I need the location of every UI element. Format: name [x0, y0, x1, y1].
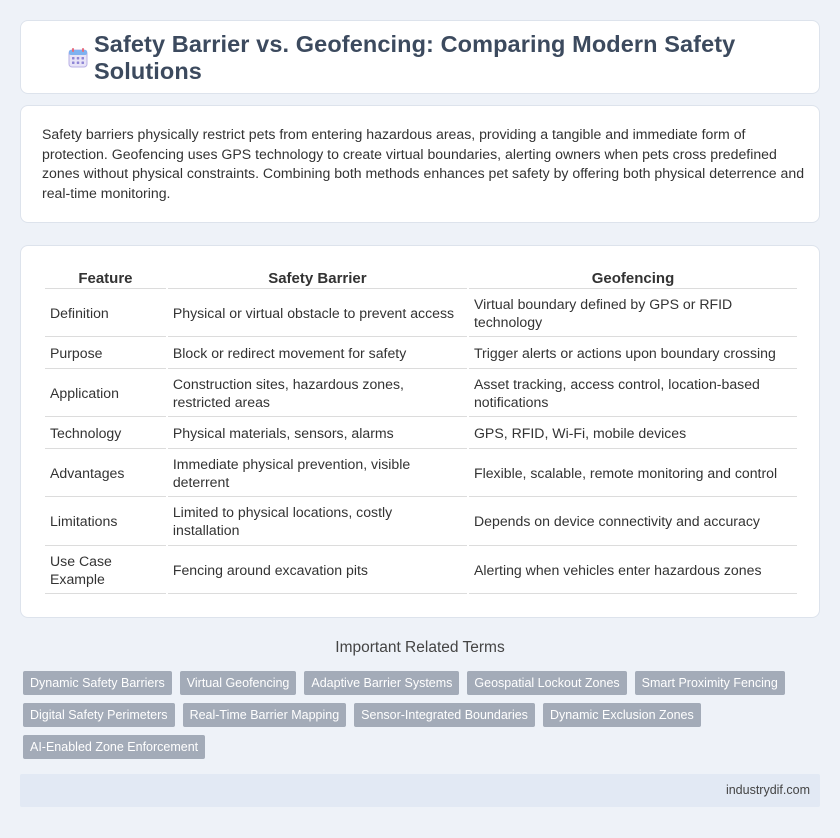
related-terms-list [23, 671, 813, 767]
row-feature: Limitations [45, 496, 166, 545]
page-title: Safety Barrier vs. Geofencing: Comparing Modern Safety Solutions [94, 31, 736, 84]
row-geofencing: Trigger alerts or actions upon boundary crossing [469, 336, 797, 368]
table-row [45, 448, 797, 496]
row-feature: Advantages [45, 448, 166, 496]
row-feature: Definition [45, 288, 166, 336]
related-term-tag[interactable]: Digital Safety Perimeters [23, 703, 175, 727]
related-term-tag[interactable]: Sensor-Integrated Boundaries [354, 703, 535, 727]
row-feature: Purpose [45, 336, 166, 368]
table-row [45, 368, 797, 416]
row-geofencing: GPS, RFID, Wi-Fi, mobile devices [469, 416, 797, 448]
row-geofencing: Depends on device connectivity and accuracy [469, 496, 797, 545]
row-safety-barrier: Physical or virtual obstacle to prevent access [168, 288, 467, 336]
intro-card [20, 105, 820, 223]
row-geofencing: Virtual boundary defined by GPS or RFID technology [469, 288, 797, 336]
row-geofencing: Asset tracking, access control, location-based notifications [469, 368, 797, 416]
related-term-tag[interactable]: Real-Time Barrier Mapping [183, 703, 347, 727]
header-geofencing: Geofencing [591, 269, 675, 287]
intro-text: Safety barriers physically restrict pets from entering hazardous areas, providing a tangible and immediate form of protection. Geofencing uses GPS technology to create virtual boundaries, alerting owners when pets cross predefined zones without physical constraints. Combining both methods enhances pet safety by offering both physical deterrence and real-time monitoring. [42, 126, 805, 201]
table-row [45, 288, 797, 336]
tag-row [23, 671, 813, 695]
comparison-table [43, 266, 799, 594]
related-term-tag[interactable]: AI-Enabled Zone Enforcement [23, 735, 205, 759]
header-feature: Feature [78, 269, 133, 287]
footer [20, 774, 820, 807]
row-feature: Application [45, 368, 166, 416]
row-geofencing: Flexible, scalable, remote monitoring and control [469, 448, 797, 496]
row-geofencing: Alerting when vehicles enter hazardous zones [469, 545, 797, 594]
related-term-tag[interactable]: Smart Proximity Fencing [635, 671, 785, 695]
row-safety-barrier: Limited to physical locations, costly installation [168, 496, 467, 545]
table-header-row [45, 266, 797, 288]
table-row [45, 496, 797, 545]
row-safety-barrier: Fencing around excavation pits [168, 545, 467, 594]
comparison-table-card [20, 245, 820, 618]
row-safety-barrier: Physical materials, sensors, alarms [168, 416, 467, 448]
related-term-tag[interactable]: Dynamic Exclusion Zones [543, 703, 701, 727]
row-feature: Use Case Example [45, 545, 166, 594]
title-card [20, 20, 820, 94]
related-term-tag[interactable]: Adaptive Barrier Systems [304, 671, 459, 695]
tag-row [23, 735, 813, 759]
related-term-tag[interactable]: Dynamic Safety Barriers [23, 671, 172, 695]
related-terms-title: Important Related Terms [335, 639, 505, 656]
header-safety-barrier: Safety Barrier [268, 269, 367, 287]
related-term-tag[interactable]: Virtual Geofencing [180, 671, 297, 695]
row-safety-barrier: Construction sites, hazardous zones, restricted areas [168, 368, 467, 416]
tag-row [23, 703, 813, 727]
table-row [45, 416, 797, 448]
footer-site-link[interactable]: industrydif.com [725, 783, 810, 797]
row-feature: Technology [45, 416, 166, 448]
table-row [45, 336, 797, 368]
row-safety-barrier: Immediate physical prevention, visible deterrent [168, 448, 467, 496]
table-row [45, 545, 797, 594]
row-safety-barrier: Block or redirect movement for safety [168, 336, 467, 368]
related-term-tag[interactable]: Geospatial Lockout Zones [467, 671, 626, 695]
calendar-icon [67, 47, 89, 69]
